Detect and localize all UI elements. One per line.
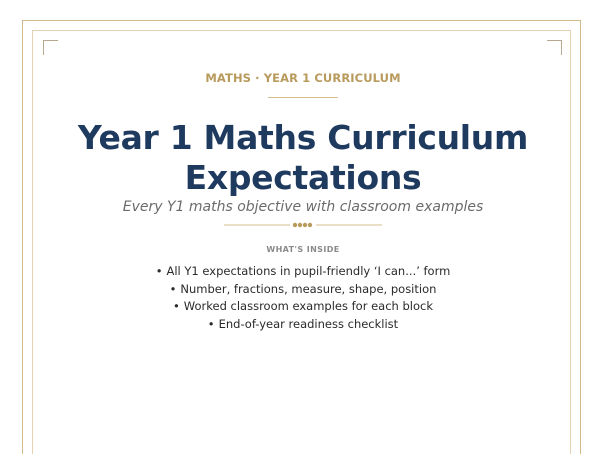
corner-ornament-top-right [547, 40, 562, 55]
bullet-icon: • [172, 299, 180, 313]
title-line-2: Expectations [184, 158, 422, 197]
list-item-text: Worked classroom examples for each block [183, 299, 433, 313]
ornamental-divider [224, 219, 382, 231]
list-item [0, 316, 606, 334]
bullet-icon: • [155, 264, 163, 278]
divider-dot [293, 223, 297, 227]
divider-dot [298, 223, 302, 227]
inner-border-frame [32, 30, 571, 454]
list-item-text: All Y1 expectations in pupil-friendly ‘I can...’ form [166, 264, 451, 278]
eyebrow-divider [268, 97, 338, 98]
list-item [0, 263, 606, 281]
contents-heading: WHAT'S INSIDE [266, 245, 340, 254]
list-item-text: Number, fractions, measure, shape, position [180, 281, 437, 296]
eyebrow-label: MATHS · YEAR 1 CURRICULUM [205, 71, 401, 85]
title-line-1: Year 1 Maths Curriculum [77, 118, 529, 157]
list-item [0, 298, 606, 316]
divider-dot [308, 223, 312, 227]
list-item-text: End-of-year readiness checklist [218, 316, 399, 331]
bullet-icon: • [207, 316, 215, 331]
contents-list [0, 263, 606, 333]
list-item [0, 281, 606, 299]
divider-dot [303, 223, 307, 227]
page-subtitle: Every Y1 maths objective with classroom examples [122, 199, 484, 215]
corner-ornament-top-left [43, 40, 58, 55]
page-title [0, 118, 606, 198]
bullet-icon: • [169, 281, 177, 296]
